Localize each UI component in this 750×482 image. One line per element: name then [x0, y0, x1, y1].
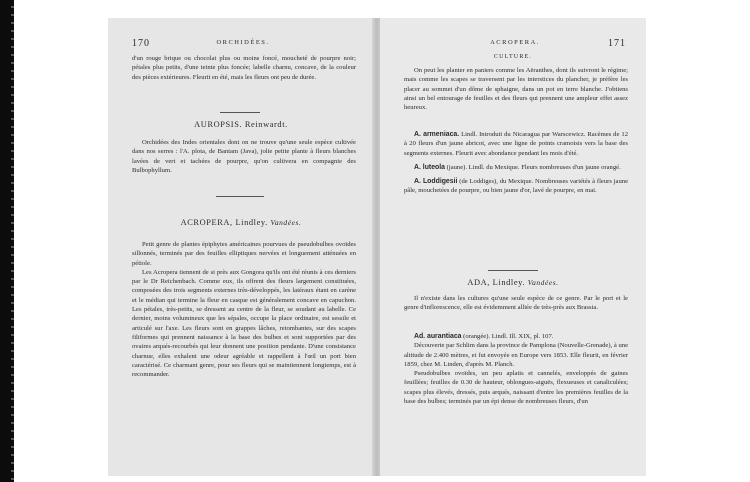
paragraph: Découverte par Schlim dans la province de Pamplona (Nouvelle-Grenade), à une altitude de 2.400 mètres, et fut envoyée en Europe vers 1853. Elle fleurit, en février 1859, chez M. Linden, d'après M. Planch.: [404, 342, 628, 368]
right-header: [404, 38, 626, 50]
species-list: [404, 130, 628, 196]
species-entry: Ad. aurantiaca (orangée). Lindl. Ill. XIX, pl. 107.: [414, 333, 554, 340]
species-entry: A. luteola (jaune). Lindl. du Mexique. Fleurs nombreuses d'un jaune orangé.: [414, 163, 621, 171]
acropera-text: [132, 240, 356, 379]
species-entry: A. armeniaca. Lindl. Introduit du Nicaragua par Warscewicz. Racèmes de 12 à 20 fleurs d'un jaune abricot, avec une ligne de points cramoisis vers la base des segments externes. Fleurit avec abondance pendant les mois d'été.: [404, 131, 628, 157]
paragraph: Pseudobulbes ovoïdes, un peu aplatis et cannelés, enveloppés de gaines feuillées; feuilles de 0.30 de hauteur, oblongues-aiguës, flexueuses et canaliculées; scapes plus élevés, dressés, puis arqués, naissant d'entre les premières feuilles de la base des bulbes; terminés par un épi dense de nombreuses fleurs, d'un: [404, 370, 628, 406]
right-running-head: ACROPERA.: [490, 39, 540, 46]
culture-text: On peut les planter en paniers comme les Aëranthes, dont ils suivront le régime; mais comme les scapes se traversent par les interstices du plancher, je préfère les placer au sommet d'un dôme de sphaigne, dans un pot en terre blanche. J'obtiens ainsi un bel entourage de feuilles et des fleurs qui prennent une ampleur effet assez heureux.: [404, 67, 628, 112]
paragraph: Petit genre de plantes épiphytes américaines pourvues de pseudobulbes ovoïdes sillonnés, terminés par des feuilles elliptiques nervées et longuement atténuées en pétiole.: [132, 241, 356, 267]
species-entry: A. Loddigesii (de Loddiges), du Mexique. Nombreuses variétés à fleurs jaune pâle, mouchetées de pourpre, ou bien jaune d'or, lavé de pourpre, en mai.: [404, 178, 628, 195]
section-title-acropera: ACROPERA, Lindley. Vandées.: [180, 218, 302, 227]
book-spread: [108, 18, 646, 476]
divider: [488, 270, 538, 271]
scan-border: [0, 0, 14, 482]
section-title-auropsis: AUROPSIS. Reinwardt.: [194, 120, 288, 129]
left-top-paragraph: d'un rouge brique ou chocolat plus ou moins foncé, moucheté de pourpre noir; pétales plus petits, d'une teinte plus foncée; labelle charnu, concave, de la couleur des pièces extérieures. Fleurit en été, mais les fleurs ont peu de durée.: [132, 55, 356, 81]
ada-intro: Il n'existe dans les cultures qu'une seule espèce de ce genre. Par le port et le genre d'inflorescence, elle est évidemment alliée de très-près aux Brassia.: [404, 295, 628, 312]
ada-species: [404, 332, 628, 406]
right-page-number: 171: [608, 38, 626, 49]
auropsis-text: Orchidées des Indes orientales dont on ne trouve qu'une seule espèce cultivée dans nos serres : l'A. plota, de Bantam (Java), jolie petite plante à fleurs blanches lavées de vert et tachées de pourpre, qu'on cultivera en compagnie des Bulbophyllum.: [132, 139, 356, 174]
left-header: [132, 38, 354, 50]
left-page-number: 170: [132, 38, 150, 49]
right-page: [380, 18, 646, 476]
divider: [220, 112, 260, 113]
left-running-head: ORCHIDÉES.: [216, 39, 270, 46]
left-page: [108, 18, 374, 476]
culture-subhead: CULTURE.: [493, 54, 533, 60]
section-title-ada: ADA, Lindley. Vandées.: [467, 278, 559, 287]
paragraph: Les Acropera tiennent de si près aux Gongora qu'ils ont été réunis à ces derniers par le Dr Reichenbach. Comme eux, ils offrent des fleurs largement constituées, composées des trois segments externes très-développés, les latéraux étant en carène et le médian qui termine la fleur en casque est généralement concave en capuchon. Les pétales, très-petits, se dressent au centre de la fleur, se soudant au labelle. Ce dernier, moins volumineux que les sépales, occupe la place ordinaire, est sessile et articulé sur l'axe. Les fleurs sont en grappes lâches, retombantes, sur des scapes filiformes qui prennent naissance à la base des bulbes et sont supportées par des ovaires arqués-recourbés qui leur donnent une position pendante. D'une consistance charnue, elles exhalent une odeur agréable et rappellent à l'œil un port bien caractérisé. Ce charmant genre, pour ses fleurs qui se maintiennent longtemps, est à recommander.: [132, 268, 356, 379]
divider: [216, 196, 264, 197]
